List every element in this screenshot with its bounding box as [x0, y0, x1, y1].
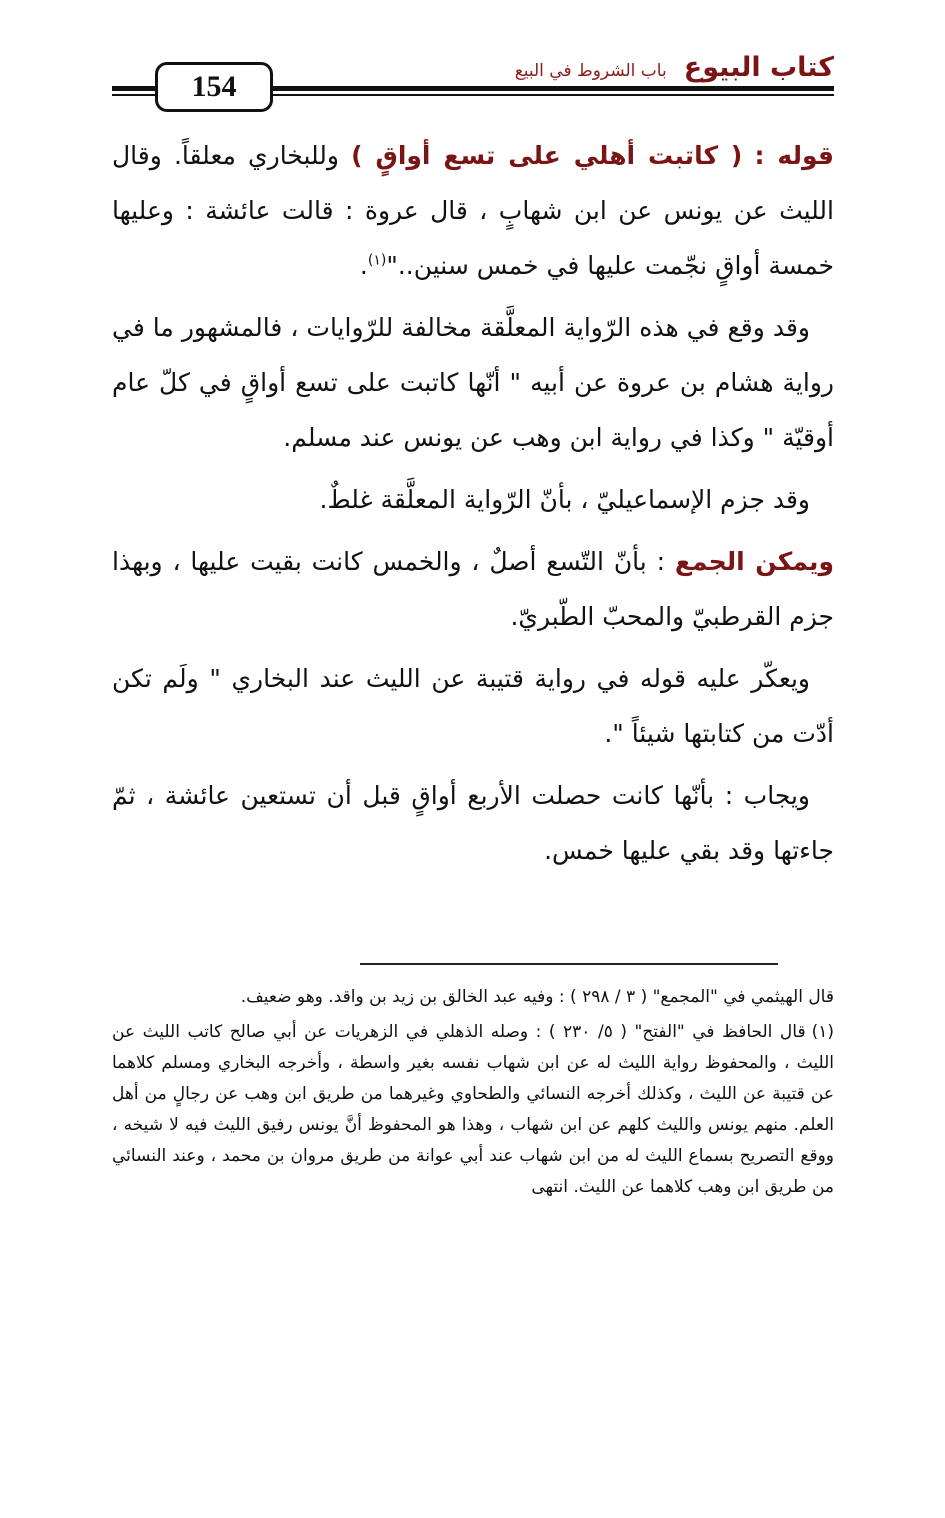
- footnote-text: قال الحافظ في "الفتح" ( ٥/ ٢٣٠ ) : وصله الذهلي في الزهريات عن أبي صالح كاتب الليث عن الليث ، والمحفوظ رواية الليث له عن ابن شهاب نفسه بغير واسطة ، وأخرجه البخاري ومسلم كلاهما عن قتيبة عن الليث ، وكذلك أخرجه النسائي والطحاوي وغيرهما من طريق ابن وهب عن رجالٍ من أهل العلم. منهم يونس والليث كلهم عن ابن شهاب ، وهذا هو المحفوظ أنَّ يونس رفيق الليث فيه لا شيخه ، ووقع التصريح بسماع الليث له من ابن شهاب عند أبي عوانة من طريق مروان بن محمد ، وعند النسائي من طريق ابن وهب كلاهما عن الليث. انتهى: [112, 1022, 834, 1197]
- main-text: [112, 128, 834, 885]
- paragraph-label: قوله :: [754, 141, 835, 170]
- paragraph-5: ويعكّر عليه قوله في رواية قتيبة عن الليث عند البخاري " ولَم تكن أدّت من كتابتها شيئاً ".: [112, 664, 834, 748]
- hadith-quote: ( كاتبت أهلي على تسع أواقٍ ): [351, 141, 743, 170]
- paragraph-end: .: [359, 251, 368, 280]
- paragraph-label: ويمكن الجمع: [674, 547, 834, 576]
- footnotes: [112, 982, 834, 1207]
- paragraph-text: وللبخاري معلقاً. وقال الليث عن يونس عن ابن شهابٍ ، قال عروة : قالت عائشة : وعليها خمسة أواقٍ نجّمت عليها في خمس سنين..": [112, 141, 834, 280]
- chapter-title: باب الشروط في البيع: [514, 61, 667, 81]
- paragraph-2: وقد وقع في هذه الرّواية المعلَّقة مخالفة للرّوايات ، فالمشهور ما في رواية هشام بن عروة عن أبيه " أنّها كاتبت على تسع أواقٍ في كلّ عام أوقيّة " وكذا في رواية ابن وهب عن يونس عند مسلم.: [112, 313, 834, 452]
- footnote-separator: [360, 963, 778, 965]
- paragraph-4: [112, 534, 834, 644]
- page-header: [112, 50, 834, 110]
- footnote-number: (١): [811, 1022, 834, 1042]
- paragraph-text: : بأنّ التّسع أصلٌ ، والخمس كانت بقيت عليها ، وبهذا جزم القرطبيّ والمحبّ الطّبريّ.: [112, 547, 834, 631]
- footnote-1: [112, 1017, 834, 1203]
- footnote-0: قال الهيثمي في "المجمع" ( ٣ / ٢٩٨ ) : وفيه عبد الخالق بن زيد بن واقد. وهو ضعيف.: [240, 987, 834, 1007]
- paragraph-6: ويجاب : بأنّها كانت حصلت الأربع أواقٍ قبل أن تستعين عائشة ، ثمّ جاءتها وقد بقي عليها خمس.: [112, 781, 834, 865]
- book-title: كتاب البيوع: [683, 52, 834, 83]
- paragraph-1: [112, 128, 834, 293]
- running-title: [515, 52, 834, 83]
- footnote-ref: (١): [367, 252, 387, 269]
- paragraph-3: وقد جزم الإسماعيليّ ، بأنّ الرّواية المعلَّقة غلطٌ.: [319, 485, 810, 514]
- page-number: 154: [155, 62, 273, 112]
